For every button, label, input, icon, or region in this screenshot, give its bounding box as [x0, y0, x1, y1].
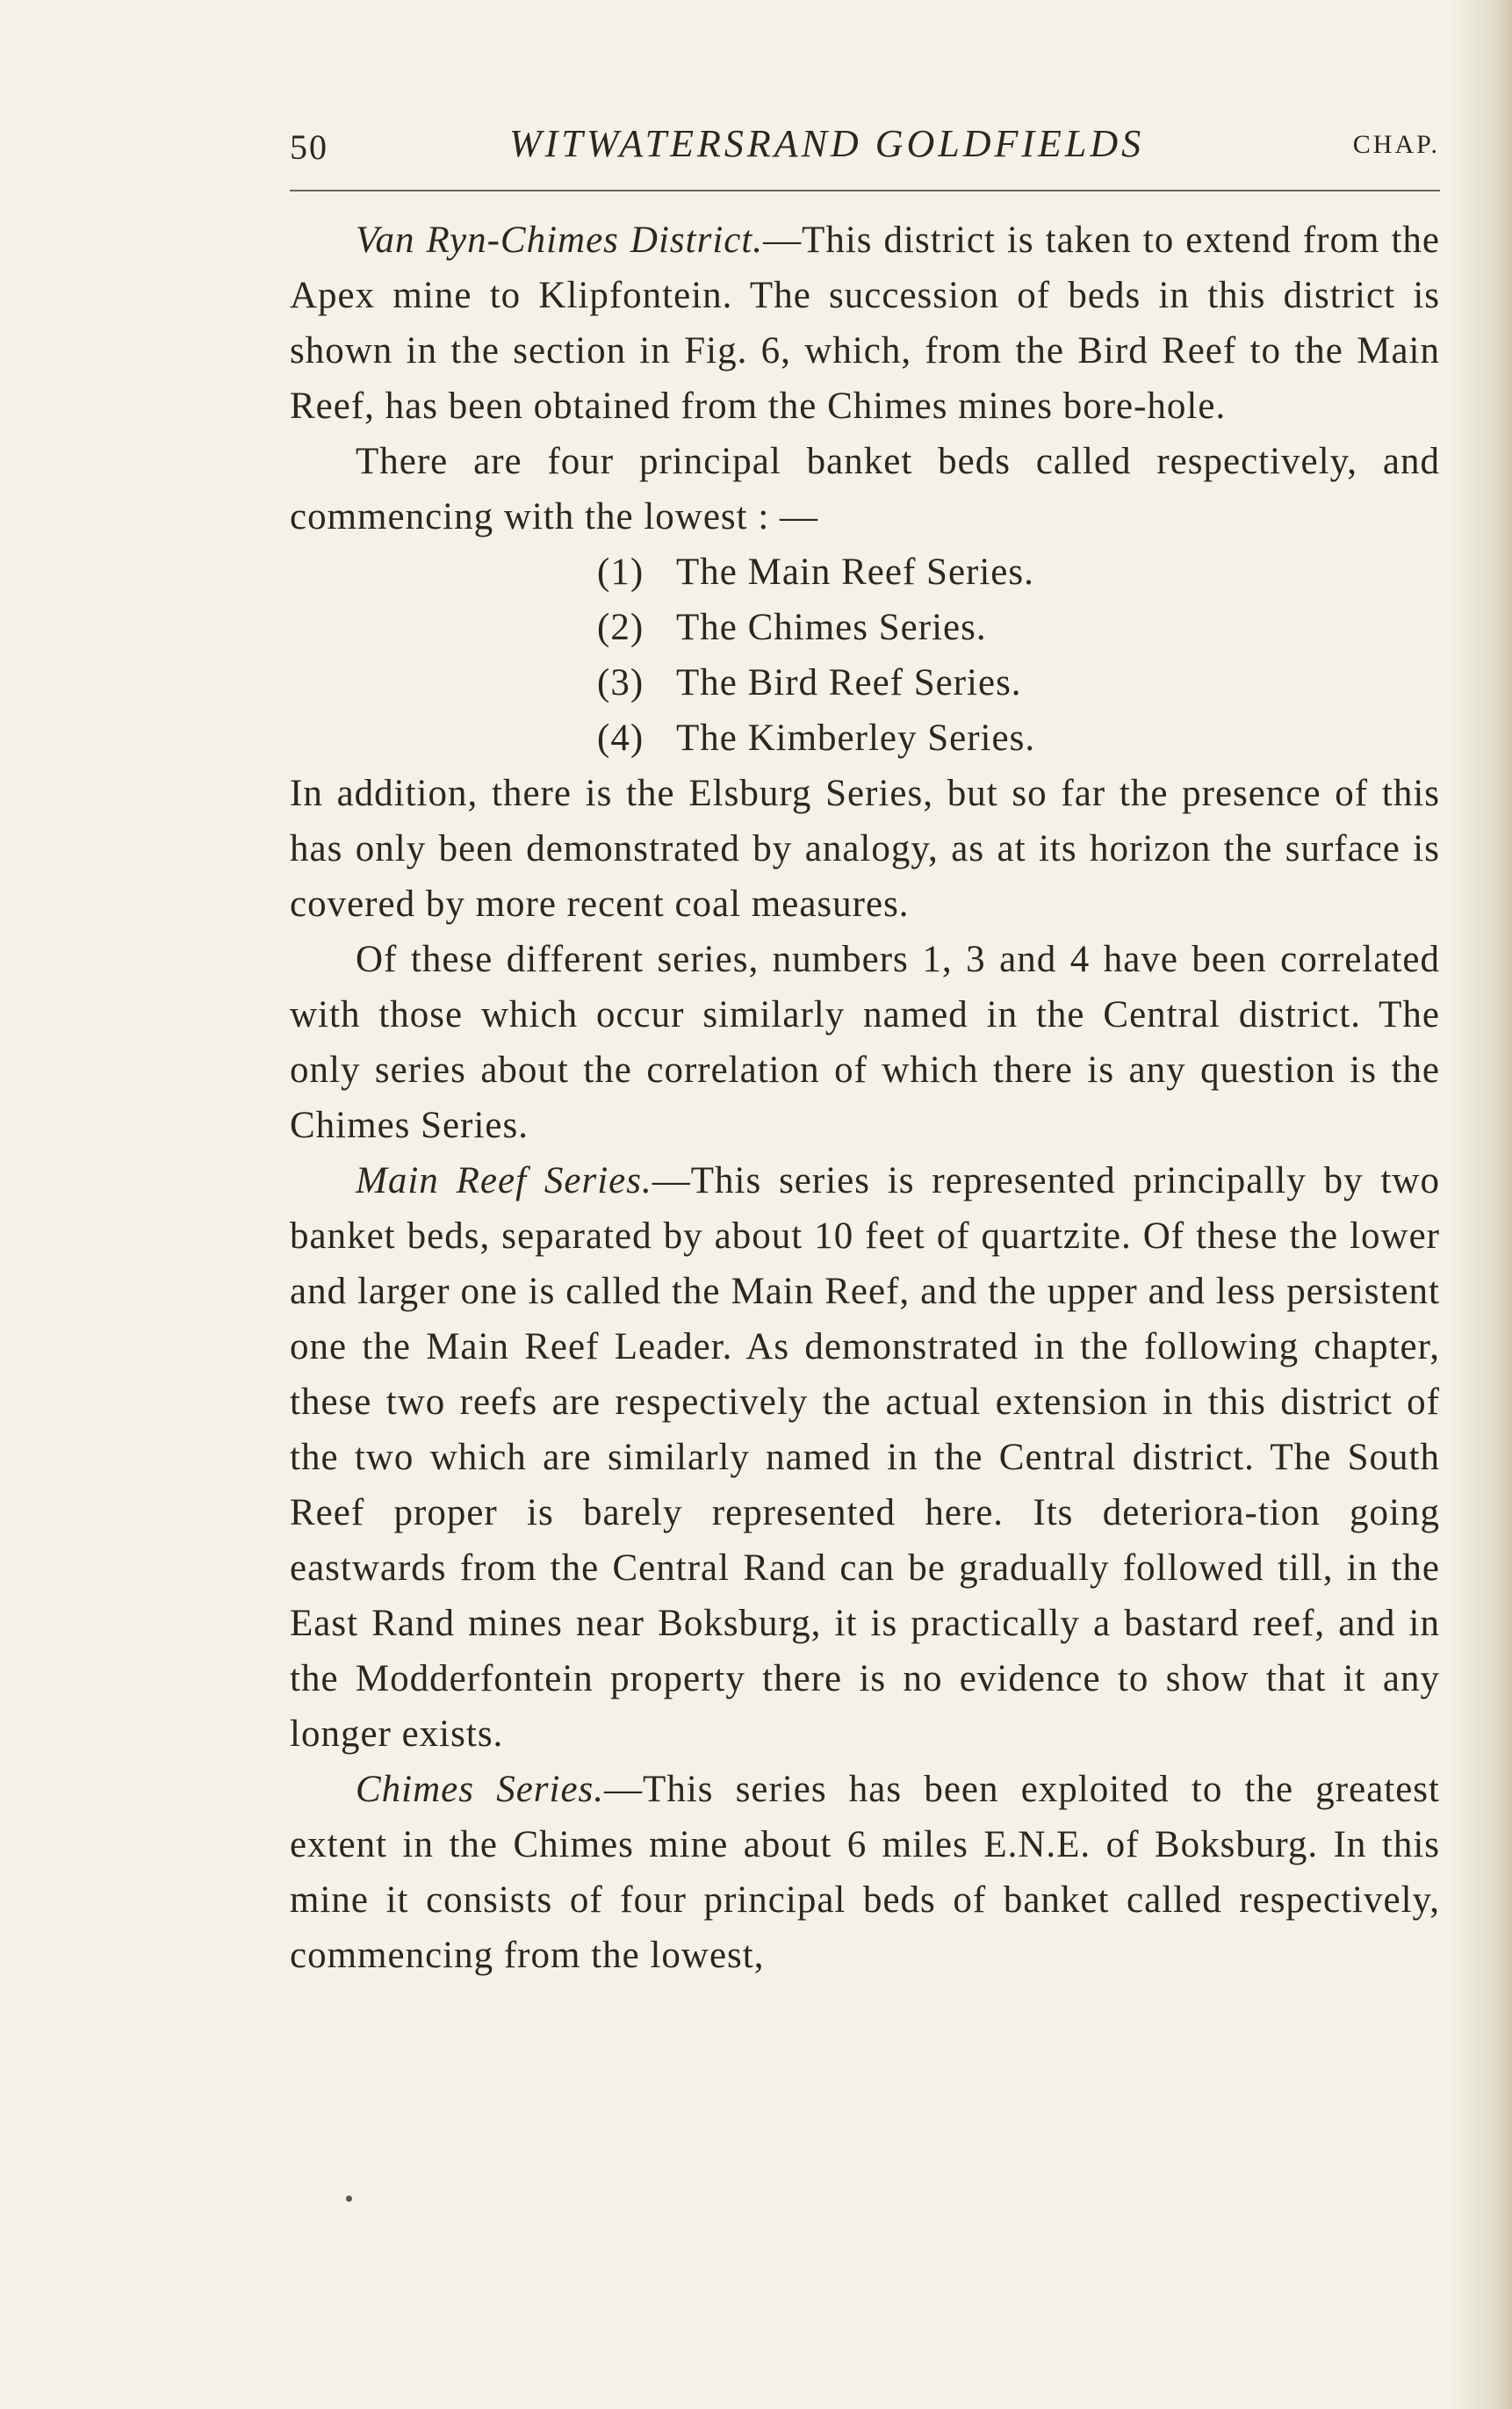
paragraph-elsburg: In addition, there is the Elsburg Series, but so far the presence of this has only been demonstrated by analogy, as at its horizon the surface is covered by more recent coal measures. [290, 773, 1440, 925]
paragraph-text: —This district is taken to extend from the Apex mine to Klipfontein. The succession of beds in this district is shown in the section in Fig. 6, which, from the Bird Reef to the Main Reef, has been obtained from the Chimes mines bore-hole. [290, 220, 1440, 427]
paragraph-principal-beds: There are four principal banket beds called respectively, and commencing with the lowest : — [290, 441, 1440, 537]
list-label: The Chimes Series. [676, 607, 987, 648]
list-label: The Main Reef Series. [676, 552, 1034, 593]
list-number: (3) [597, 662, 644, 703]
list-item [290, 710, 1440, 766]
list-item [290, 655, 1440, 710]
paragraph-correlation: Of these different series, numbers 1, 3 and 4 have been correlated with those which occur similarly named in the Central district. The only series about the correlation of which there is any question is the Chimes Series. [290, 939, 1440, 1146]
paragraph-van-ryn-chimes [290, 213, 1440, 434]
page-number: 50 [290, 127, 328, 167]
page-gutter-shadow [1451, 0, 1512, 2409]
list-item [290, 600, 1440, 655]
section-heading: Van Ryn-Chimes District. [356, 220, 764, 261]
paragraph-main-reef [290, 1153, 1440, 1762]
list-number: (1) [597, 552, 644, 593]
list-number: (4) [597, 718, 644, 759]
series-list [290, 545, 1440, 766]
list-number: (2) [597, 607, 644, 648]
chapter-label: CHAP. [1352, 130, 1440, 159]
page-header [290, 121, 1440, 174]
ink-speck [346, 2196, 352, 2202]
section-heading: Main Reef Series. [356, 1160, 652, 1201]
paragraph-text: —This series is represented principally by two banket beds, separated by about 10 feet of quartzite. Of these the lower and larger one is called the Main Reef, and the upper and less persistent one the Main Reef Leader. As demonstrated in the following chapter, these two reefs are respectively the actual extension in this district of the two which are similarly named in the Central district. The South Reef proper is barely represented here. Its deteriora-tion going eastwards from the Central Rand can be gradually followed till, in the East Rand mines near Boksburg, it is practically a bastard reef, and in the Modderfontein property there is no evidence to show that it any longer exists. [290, 1160, 1440, 1755]
running-title: WITWATERSRAND GOLDFIELDS [509, 122, 1145, 165]
list-label: The Bird Reef Series. [676, 662, 1022, 703]
paragraph-chimes-series [290, 1762, 1440, 1983]
page-body [290, 213, 1440, 1983]
section-heading: Chimes Series. [356, 1769, 605, 1810]
header-rule [290, 190, 1440, 191]
list-item [290, 545, 1440, 600]
list-label: The Kimberley Series. [676, 718, 1036, 759]
paragraph-text: —This series has been exploited to the greatest extent in the Chimes mine about 6 miles E.N.E. of Boksburg. In this mine it consists of four principal beds of banket called respectively, commencing from the lowest, [290, 1769, 1440, 1976]
